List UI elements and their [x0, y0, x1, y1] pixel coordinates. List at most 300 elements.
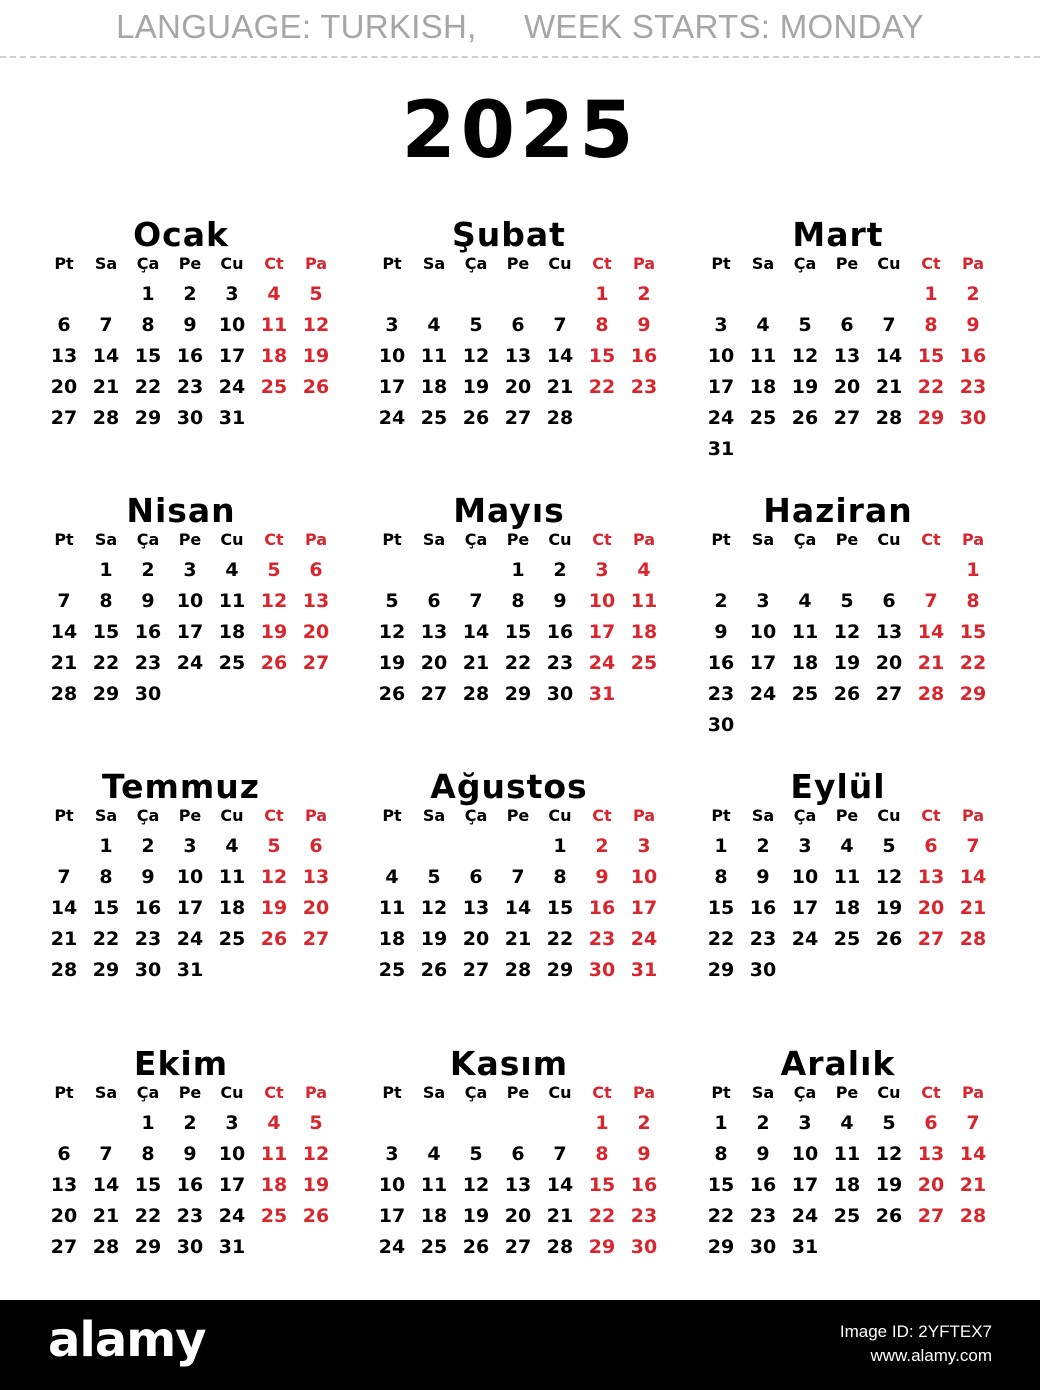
day-cell: 30: [707, 714, 735, 736]
day-cell: 16: [707, 652, 735, 674]
day-cell: 22: [92, 652, 120, 674]
day-cell: 13: [504, 345, 532, 367]
day-cell: 15: [588, 1174, 616, 1196]
day-cell: 19: [302, 345, 330, 367]
weekday-header: Cu: [548, 1083, 572, 1102]
day-cell: 17: [176, 621, 204, 643]
day-cell: 26: [378, 683, 406, 705]
weekday-header: Pt: [382, 530, 402, 549]
day-cell: 2: [183, 1112, 197, 1134]
weekday-header: Ct: [921, 530, 941, 549]
day-cell: 22: [707, 928, 735, 950]
day-cell: 6: [57, 1143, 71, 1165]
day-cell: 8: [966, 590, 980, 612]
day-cell: 14: [504, 897, 532, 919]
day-cell: 18: [630, 621, 658, 643]
day-cell: 24: [176, 928, 204, 950]
day-cell: 30: [749, 959, 777, 981]
day-cell: 16: [134, 897, 162, 919]
day-cell: 18: [791, 652, 819, 674]
day-cell: 3: [595, 559, 609, 581]
day-cell: 29: [588, 1236, 616, 1258]
day-cell: 3: [756, 590, 770, 612]
day-cell: 1: [924, 283, 938, 305]
day-cell: 15: [707, 1174, 735, 1196]
day-cell: 25: [630, 652, 658, 674]
day-cell: 17: [749, 652, 777, 674]
day-cell: 13: [504, 1174, 532, 1196]
day-cell: 3: [183, 835, 197, 857]
day-cell: 19: [875, 897, 903, 919]
day-cell: 28: [546, 407, 574, 429]
day-cell: 22: [588, 376, 616, 398]
weekday-header: Pa: [304, 1083, 328, 1102]
day-cell: 9: [553, 590, 567, 612]
day-cell: 5: [840, 590, 854, 612]
day-cell: 24: [630, 928, 658, 950]
weekday-header: Pe: [506, 530, 530, 549]
day-cell: 9: [637, 314, 651, 336]
month-name: Temmuz: [102, 767, 260, 806]
day-cell: 9: [756, 1143, 770, 1165]
day-cell: 23: [630, 1205, 658, 1227]
day-cell: 8: [141, 314, 155, 336]
weekday-header: Ça: [793, 530, 817, 549]
day-cell: 9: [966, 314, 980, 336]
weekday-header: Ct: [264, 254, 284, 273]
day-cell: 20: [504, 1205, 532, 1227]
weekday-header: Pe: [506, 806, 530, 825]
day-cell: 8: [714, 1143, 728, 1165]
day-cell: 18: [420, 376, 448, 398]
weekday-header: Pt: [54, 530, 74, 549]
day-cell: 2: [966, 283, 980, 305]
day-cell: 22: [588, 1205, 616, 1227]
header-divider: [0, 56, 1040, 58]
day-cell: 12: [791, 345, 819, 367]
day-cell: 24: [218, 376, 246, 398]
day-cell: 6: [840, 314, 854, 336]
weekday-header: Pa: [961, 1083, 985, 1102]
day-cell: 25: [749, 407, 777, 429]
day-cell: 21: [50, 652, 78, 674]
weekday-header: Ça: [136, 1083, 160, 1102]
day-cell: 4: [798, 590, 812, 612]
weekday-header: Pt: [54, 254, 74, 273]
day-cell: 29: [92, 683, 120, 705]
day-cell: 22: [707, 1205, 735, 1227]
day-cell: 16: [959, 345, 987, 367]
day-cell: 1: [595, 283, 609, 305]
weekday-header: Cu: [548, 806, 572, 825]
day-cell: 21: [875, 376, 903, 398]
day-cell: 28: [462, 683, 490, 705]
day-cell: 4: [267, 1112, 281, 1134]
weekday-header: Pa: [632, 254, 656, 273]
day-cell: 1: [141, 1112, 155, 1134]
day-cell: 3: [798, 1112, 812, 1134]
weekday-header: Pe: [506, 254, 530, 273]
day-cell: 5: [385, 590, 399, 612]
day-cell: 7: [882, 314, 896, 336]
day-cell: 23: [749, 1205, 777, 1227]
day-cell: 26: [462, 1236, 490, 1258]
day-cell: 21: [959, 1174, 987, 1196]
day-cell: 12: [260, 866, 288, 888]
month-name: Şubat: [452, 215, 566, 254]
day-cell: 9: [595, 866, 609, 888]
day-cell: 7: [511, 866, 525, 888]
day-cell: 12: [302, 1143, 330, 1165]
day-cell: 5: [798, 314, 812, 336]
day-cell: 4: [756, 314, 770, 336]
weekday-header: Pt: [382, 806, 402, 825]
day-cell: 21: [959, 897, 987, 919]
day-cell: 18: [833, 897, 861, 919]
day-cell: 27: [302, 928, 330, 950]
day-cell: 10: [218, 1143, 246, 1165]
day-cell: 27: [50, 407, 78, 429]
day-cell: 16: [588, 897, 616, 919]
day-cell: 8: [99, 590, 113, 612]
day-cell: 14: [546, 345, 574, 367]
day-cell: 7: [99, 1143, 113, 1165]
day-cell: 5: [309, 283, 323, 305]
weekday-header: Pa: [304, 806, 328, 825]
day-cell: 4: [225, 835, 239, 857]
day-cell: 7: [57, 590, 71, 612]
day-cell: 10: [791, 866, 819, 888]
day-cell: 11: [630, 590, 658, 612]
day-cell: 11: [378, 897, 406, 919]
day-cell: 17: [588, 621, 616, 643]
day-cell: 3: [385, 314, 399, 336]
day-cell: 22: [92, 928, 120, 950]
day-cell: 15: [92, 621, 120, 643]
day-cell: 9: [183, 314, 197, 336]
day-cell: 18: [833, 1174, 861, 1196]
weekday-header: Pa: [961, 254, 985, 273]
day-cell: 19: [302, 1174, 330, 1196]
day-cell: 27: [504, 407, 532, 429]
weekday-header: Pa: [632, 530, 656, 549]
day-cell: 5: [267, 559, 281, 581]
day-cell: 19: [462, 1205, 490, 1227]
weekday-header: Cu: [877, 530, 901, 549]
day-cell: 4: [267, 283, 281, 305]
day-cell: 19: [260, 621, 288, 643]
day-cell: 8: [595, 314, 609, 336]
day-cell: 28: [875, 407, 903, 429]
day-cell: 11: [420, 345, 448, 367]
weekday-header: Sa: [422, 806, 446, 825]
month-block: [372, 768, 672, 1028]
day-cell: 17: [378, 1205, 406, 1227]
weekday-header: Cu: [548, 530, 572, 549]
weekday-header: Ct: [592, 254, 612, 273]
day-cell: 13: [917, 1143, 945, 1165]
day-cell: 7: [553, 314, 567, 336]
day-cell: 9: [141, 590, 155, 612]
day-cell: 24: [588, 652, 616, 674]
day-cell: 3: [225, 283, 239, 305]
day-cell: 23: [176, 376, 204, 398]
day-cell: 16: [630, 345, 658, 367]
day-cell: 18: [218, 897, 246, 919]
day-cell: 1: [714, 835, 728, 857]
day-cell: 6: [309, 835, 323, 857]
day-cell: 8: [141, 1143, 155, 1165]
day-cell: 2: [714, 590, 728, 612]
day-cell: 23: [134, 928, 162, 950]
month-name: Ocak: [133, 215, 229, 254]
weekday-header: Ct: [592, 530, 612, 549]
day-cell: 13: [50, 1174, 78, 1196]
day-cell: 10: [707, 345, 735, 367]
day-cell: 11: [260, 1143, 288, 1165]
day-cell: 27: [917, 1205, 945, 1227]
day-cell: 23: [134, 652, 162, 674]
day-cell: 28: [917, 683, 945, 705]
day-cell: 8: [99, 866, 113, 888]
day-cell: 17: [218, 345, 246, 367]
day-cell: 26: [875, 1205, 903, 1227]
day-cell: 28: [50, 959, 78, 981]
day-cell: 25: [833, 928, 861, 950]
day-cell: 14: [92, 345, 120, 367]
day-cell: 26: [302, 376, 330, 398]
day-cell: 25: [420, 407, 448, 429]
weekday-header: Sa: [94, 1083, 118, 1102]
weekday-header: Sa: [751, 1083, 775, 1102]
day-cell: 21: [504, 928, 532, 950]
image-id-label: Image ID: 2YFTEX7: [839, 1322, 992, 1341]
day-cell: 1: [966, 559, 980, 581]
day-cell: 29: [917, 407, 945, 429]
day-cell: 27: [420, 683, 448, 705]
day-cell: 16: [749, 1174, 777, 1196]
day-cell: 6: [427, 590, 441, 612]
day-cell: 15: [588, 345, 616, 367]
day-cell: 19: [791, 376, 819, 398]
day-cell: 13: [420, 621, 448, 643]
day-cell: 20: [50, 1205, 78, 1227]
day-cell: 26: [462, 407, 490, 429]
day-cell: 1: [141, 283, 155, 305]
day-cell: 18: [218, 621, 246, 643]
day-cell: 12: [420, 897, 448, 919]
day-cell: 7: [99, 314, 113, 336]
weekday-header: Pt: [382, 254, 402, 273]
day-cell: 6: [924, 1112, 938, 1134]
weekday-header: Pt: [711, 1083, 731, 1102]
day-cell: 26: [260, 652, 288, 674]
day-cell: 6: [924, 835, 938, 857]
day-cell: 28: [959, 1205, 987, 1227]
weekday-header: Pe: [178, 530, 202, 549]
day-cell: 9: [756, 866, 770, 888]
day-cell: 2: [141, 559, 155, 581]
weekday-header: Pa: [961, 806, 985, 825]
day-cell: 5: [469, 1143, 483, 1165]
day-cell: 31: [707, 438, 735, 460]
day-cell: 19: [260, 897, 288, 919]
day-cell: 11: [749, 345, 777, 367]
day-cell: 19: [833, 652, 861, 674]
day-cell: 30: [630, 1236, 658, 1258]
day-cell: 5: [882, 835, 896, 857]
weekday-header: Sa: [422, 530, 446, 549]
day-cell: 21: [917, 652, 945, 674]
weekday-header: Ct: [264, 806, 284, 825]
day-cell: 10: [378, 345, 406, 367]
day-cell: 13: [833, 345, 861, 367]
day-cell: 14: [959, 866, 987, 888]
day-cell: 15: [707, 897, 735, 919]
month-name: Aralık: [780, 1044, 896, 1083]
day-cell: 23: [707, 683, 735, 705]
weekday-header: Pe: [506, 1083, 530, 1102]
day-cell: 4: [637, 559, 651, 581]
day-cell: 6: [469, 866, 483, 888]
month-block: [44, 768, 344, 1028]
weekday-header: Ça: [793, 1083, 817, 1102]
day-cell: 22: [959, 652, 987, 674]
day-cell: 22: [134, 376, 162, 398]
day-cell: 15: [546, 897, 574, 919]
weekday-header: Cu: [220, 1083, 244, 1102]
day-cell: 20: [302, 897, 330, 919]
day-cell: 30: [134, 959, 162, 981]
day-cell: 12: [875, 866, 903, 888]
day-cell: 7: [966, 835, 980, 857]
month-block: [701, 1045, 1001, 1305]
day-cell: 5: [267, 835, 281, 857]
day-cell: 19: [378, 652, 406, 674]
day-cell: 6: [882, 590, 896, 612]
day-cell: 14: [546, 1174, 574, 1196]
day-cell: 16: [176, 1174, 204, 1196]
month-block: [372, 216, 672, 476]
day-cell: 23: [959, 376, 987, 398]
month-name: Nisan: [126, 491, 236, 530]
day-cell: 16: [546, 621, 574, 643]
day-cell: 20: [917, 1174, 945, 1196]
day-cell: 2: [637, 1112, 651, 1134]
day-cell: 31: [791, 1236, 819, 1258]
day-cell: 21: [92, 376, 120, 398]
day-cell: 8: [714, 866, 728, 888]
weekday-header: Ct: [921, 254, 941, 273]
month-block: [44, 216, 344, 476]
day-cell: 8: [511, 590, 525, 612]
weekday-header: Sa: [751, 530, 775, 549]
day-cell: 18: [749, 376, 777, 398]
day-cell: 5: [469, 314, 483, 336]
day-cell: 20: [504, 376, 532, 398]
day-cell: 10: [218, 314, 246, 336]
day-cell: 21: [50, 928, 78, 950]
day-cell: 2: [756, 835, 770, 857]
day-cell: 24: [791, 928, 819, 950]
day-cell: 18: [378, 928, 406, 950]
day-cell: 24: [218, 1205, 246, 1227]
day-cell: 3: [637, 835, 651, 857]
day-cell: 12: [260, 590, 288, 612]
day-cell: 30: [176, 407, 204, 429]
day-cell: 17: [176, 897, 204, 919]
day-cell: 24: [791, 1205, 819, 1227]
day-cell: 11: [791, 621, 819, 643]
day-cell: 31: [218, 407, 246, 429]
day-cell: 11: [420, 1174, 448, 1196]
day-cell: 1: [714, 1112, 728, 1134]
weekday-header: Ça: [464, 530, 488, 549]
weekday-header: Pt: [382, 1083, 402, 1102]
day-cell: 21: [92, 1205, 120, 1227]
day-cell: 12: [462, 1174, 490, 1196]
day-cell: 4: [427, 314, 441, 336]
day-cell: 27: [917, 928, 945, 950]
month-name: Mayıs: [453, 491, 565, 530]
weekday-header: Pa: [632, 1083, 656, 1102]
day-cell: 21: [462, 652, 490, 674]
day-cell: 14: [917, 621, 945, 643]
day-cell: 23: [630, 376, 658, 398]
day-cell: 29: [959, 683, 987, 705]
day-cell: 4: [840, 835, 854, 857]
weekday-header: Cu: [877, 1083, 901, 1102]
day-cell: 12: [302, 314, 330, 336]
weekday-header: Pe: [178, 254, 202, 273]
weekday-header: Pe: [835, 530, 859, 549]
weekday-header: Ct: [264, 530, 284, 549]
day-cell: 25: [218, 652, 246, 674]
day-cell: 3: [225, 1112, 239, 1134]
day-cell: 17: [378, 376, 406, 398]
day-cell: 25: [833, 1205, 861, 1227]
day-cell: 28: [50, 683, 78, 705]
day-cell: 20: [302, 621, 330, 643]
day-cell: 5: [882, 1112, 896, 1134]
day-cell: 27: [302, 652, 330, 674]
day-cell: 29: [504, 683, 532, 705]
weekday-header: Pt: [711, 254, 731, 273]
day-cell: 13: [917, 866, 945, 888]
day-cell: 27: [833, 407, 861, 429]
day-cell: 2: [141, 835, 155, 857]
day-cell: 28: [546, 1236, 574, 1258]
day-cell: 15: [134, 345, 162, 367]
weekday-header: Cu: [220, 254, 244, 273]
day-cell: 17: [791, 1174, 819, 1196]
day-cell: 29: [546, 959, 574, 981]
day-cell: 22: [504, 652, 532, 674]
day-cell: 28: [504, 959, 532, 981]
day-cell: 10: [176, 590, 204, 612]
day-cell: 16: [134, 621, 162, 643]
day-cell: 28: [92, 407, 120, 429]
day-cell: 31: [218, 1236, 246, 1258]
month-block: [44, 492, 344, 752]
month-block: [44, 1045, 344, 1305]
day-cell: 26: [260, 928, 288, 950]
day-cell: 15: [134, 1174, 162, 1196]
month-name: Kasım: [449, 1044, 569, 1083]
weekday-header: Ça: [136, 806, 160, 825]
weekday-header: Ça: [793, 806, 817, 825]
day-cell: 14: [92, 1174, 120, 1196]
